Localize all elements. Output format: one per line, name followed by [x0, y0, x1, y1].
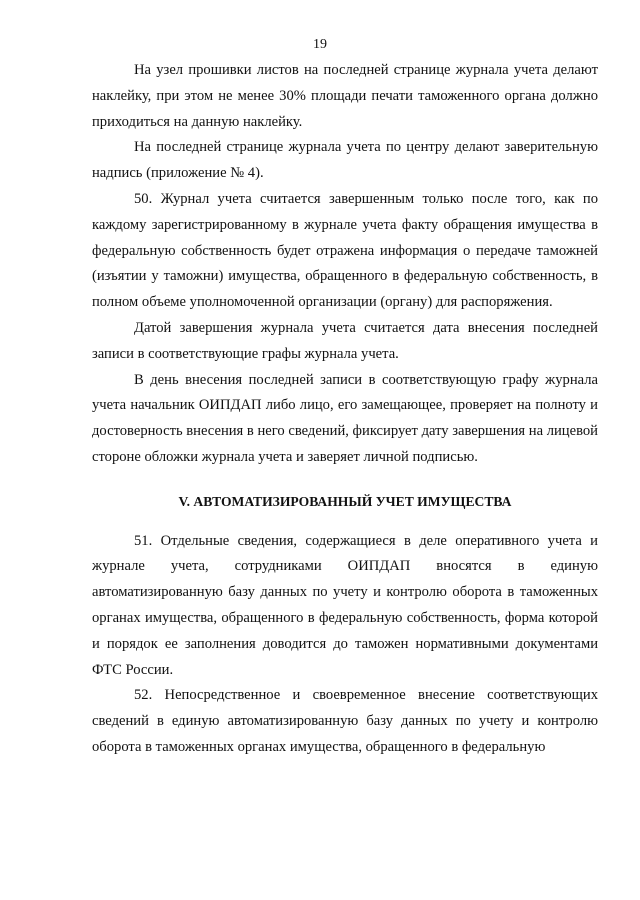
paragraph-51: 51. Отдельные сведения, содержащиеся в деле оперативного учета и журнале учета, сотрудниками ОИПДАП вносятся в единую автоматизированную базу данных по учету и контролю оборота в таможенных органах имущества, обращенного в федеральную собственность, форма которой и порядок ее заполнения доводится до таможен нормативными документами ФТС России. — [92, 532, 598, 678]
page-number: 19 — [313, 37, 327, 52]
paragraph-52: 52. Непосредственное и своевременное внесение соответствующих сведений в единую автоматизированную базу данных по учету и контролю оборота в таможенных органах имущества, обращенного в федеральную — [92, 687, 598, 755]
section-heading: V. АВТОМАТИЗИРОВАННЫЙ УЧЕТ ИМУЩЕСТВА — [178, 493, 512, 509]
paragraph-completion-date: Датой завершения журнала учета считается дата внесения последней записи в соответствующие графы журнала учета. — [92, 319, 598, 362]
document-body — [92, 58, 598, 761]
paragraph-50: 50. Журнал учета считается завершенным только после того, как по каждому зарегистрированному в журнале учета факту обращения имущества в федеральную собственность будет отражена информация о передаче таможней (изъятии у таможни) имущества, обращенного в федеральную собственность, в полном объеме уполномоченной организации (органу) для распоряжения. — [92, 190, 598, 311]
paragraph-certification-inscription: На последней странице журнала учета по центру делают заверительную надпись (приложение № 4). — [92, 139, 598, 182]
paragraph-last-entry-day: В день внесения последней записи в соответствующую графу журнала учета начальник ОИПДАП либо лицо, его замещающее, проверяет на полноту и достоверность внесения в него сведений, фиксирует дату завершения на лицевой стороне обложки журнала учета и заверяет личной подписью. — [92, 371, 598, 465]
paragraph-binding-sticker: На узел прошивки листов на последней странице журнала учета делают наклейку, при этом не менее 30% площади печати таможенного органа должно приходиться на данную наклейку. — [92, 62, 598, 130]
